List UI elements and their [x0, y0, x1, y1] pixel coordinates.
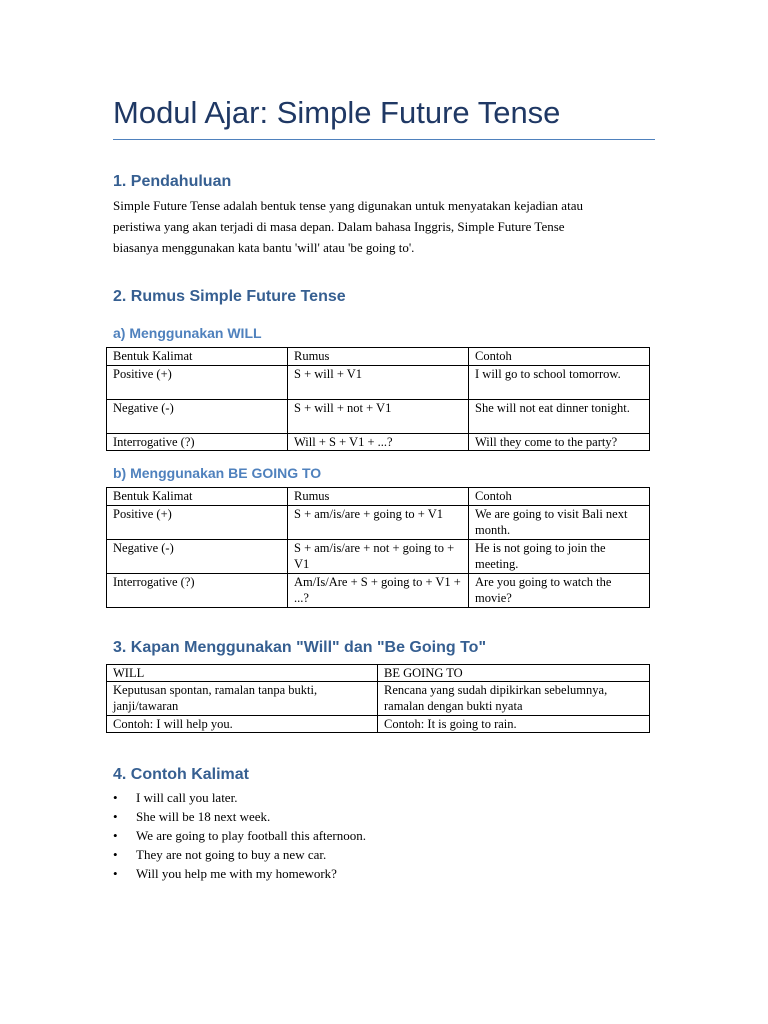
intro-line: Simple Future Tense adalah bentuk tense yang digunakan untuk menyatakan kejadian atau — [113, 198, 583, 213]
table-cell: Positive (+) — [107, 506, 288, 540]
title-underline — [113, 139, 655, 140]
subheading-will: a) Menggunakan WILL — [113, 325, 262, 341]
section-heading-examples: 4. Contoh Kalimat — [113, 766, 250, 783]
table-cell: We are going to visit Bali next month. — [469, 506, 650, 540]
list-item-text: They are not going to buy a new car. — [136, 847, 327, 862]
list-item — [113, 864, 366, 883]
table-row — [107, 506, 650, 540]
bullet-icon: • — [113, 790, 118, 805]
example-sentence-list — [113, 788, 366, 883]
table-cell: Negative (-) — [107, 540, 288, 574]
table-cell: He is not going to join the meeting. — [469, 540, 650, 574]
document-title: Modul Ajar: Simple Future Tense — [113, 95, 561, 130]
section-heading-formula: 2. Rumus Simple Future Tense — [113, 288, 346, 305]
table-header-row — [107, 348, 650, 366]
table-cell: Rencana yang sudah dipikirkan sebelumnya, ramalan dengan bukti nyata — [378, 682, 650, 716]
table-cell: Will + S + V1 + ...? — [288, 434, 469, 451]
table-row — [107, 400, 650, 434]
table-row — [107, 434, 650, 451]
table-cell: S + will + V1 — [288, 366, 469, 400]
table-cell: She will not eat dinner tonight. — [469, 400, 650, 434]
table-cell: S + am/is/are + going to + V1 — [288, 506, 469, 540]
table-header-row — [107, 665, 650, 682]
table-cell: Am/Is/Are + S + going to + V1 + ...? — [288, 574, 469, 608]
table-row — [107, 682, 650, 716]
table-cell: S + am/is/are + not + going to + V1 — [288, 540, 469, 574]
bullet-icon: • — [113, 847, 118, 862]
bullet-icon: • — [113, 828, 118, 843]
table-header-cell: WILL — [107, 665, 378, 682]
table-header-cell: Rumus — [288, 488, 469, 506]
table-cell: Negative (-) — [107, 400, 288, 434]
table-header-cell: BE GOING TO — [378, 665, 650, 682]
table-cell: Are you going to watch the movie? — [469, 574, 650, 608]
table-cell: Interrogative (?) — [107, 574, 288, 608]
section-heading-intro: 1. Pendahuluan — [113, 173, 232, 190]
bullet-icon: • — [113, 809, 118, 824]
list-item-text: I will call you later. — [136, 790, 238, 805]
table-header-cell: Rumus — [288, 348, 469, 366]
usage-comparison-table — [106, 664, 650, 733]
intro-paragraph — [113, 195, 658, 258]
table-row — [107, 574, 650, 608]
table-header-cell: Contoh — [469, 348, 650, 366]
table-header-cell: Bentuk Kalimat — [107, 488, 288, 506]
table-header-cell: Bentuk Kalimat — [107, 348, 288, 366]
table-header-row — [107, 488, 650, 506]
section-heading-usage: 3. Kapan Menggunakan "Will" dan "Be Going To" — [113, 639, 487, 656]
list-item — [113, 788, 366, 807]
table-header-cell: Contoh — [469, 488, 650, 506]
intro-line: biasanya menggunakan kata bantu 'will' atau 'be going to'. — [113, 240, 415, 255]
list-item-text: We are going to play football this afternoon. — [136, 828, 367, 843]
list-item — [113, 807, 366, 826]
list-item — [113, 845, 366, 864]
table-cell: I will go to school tomorrow. — [469, 366, 650, 400]
table-cell: Will they come to the party? — [469, 434, 650, 451]
subheading-going-to: b) Menggunakan BE GOING TO — [113, 465, 322, 481]
list-item — [113, 826, 366, 845]
will-table — [106, 347, 650, 451]
list-item-text: She will be 18 next week. — [136, 809, 271, 824]
table-cell: Interrogative (?) — [107, 434, 288, 451]
list-item-text: Will you help me with my homework? — [136, 866, 337, 881]
table-row — [107, 540, 650, 574]
going-to-table — [106, 487, 650, 608]
bullet-icon: • — [113, 866, 118, 881]
table-row — [107, 716, 650, 733]
table-cell: Positive (+) — [107, 366, 288, 400]
table-cell: S + will + not + V1 — [288, 400, 469, 434]
table-cell: Contoh: I will help you. — [107, 716, 378, 733]
table-cell: Contoh: It is going to rain. — [378, 716, 650, 733]
table-row — [107, 366, 650, 400]
intro-line: peristiwa yang akan terjadi di masa depan. Dalam bahasa Inggris, Simple Future Tense — [113, 219, 565, 234]
table-cell: Keputusan spontan, ramalan tanpa bukti, janji/tawaran — [107, 682, 378, 716]
